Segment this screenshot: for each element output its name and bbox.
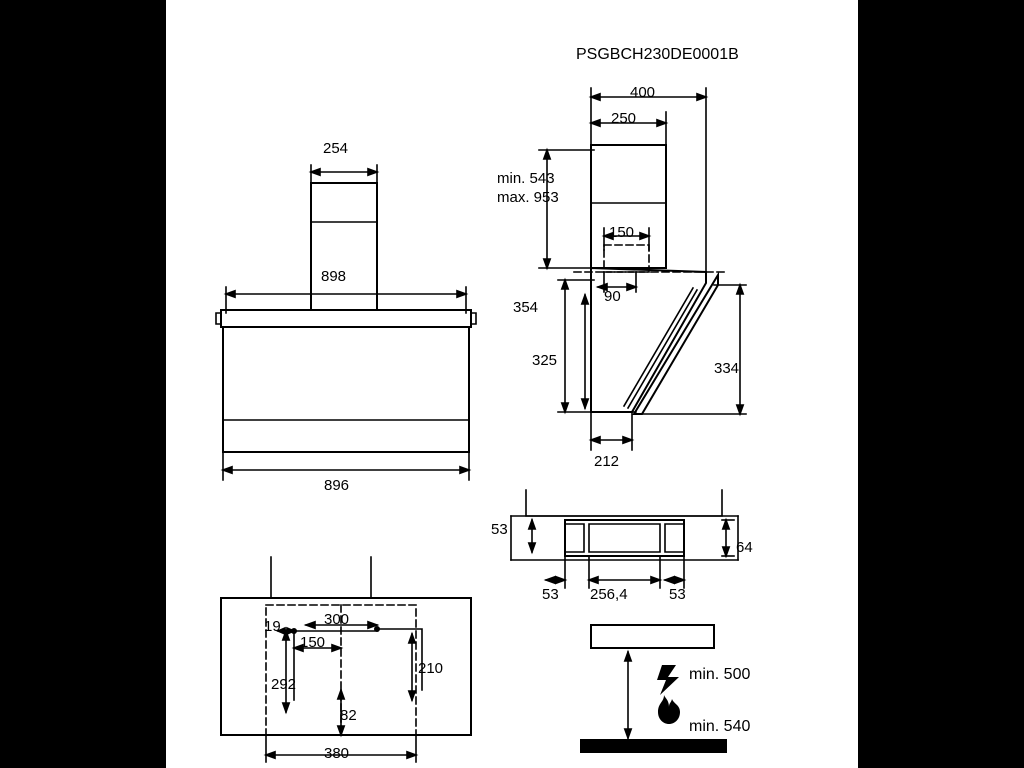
dim-top-bottom-right: 53 (669, 586, 686, 603)
dim-mount-380: 380 (324, 745, 350, 762)
dim-side-chimney-depth: 250 (611, 110, 637, 127)
dim-side-glass-height: 334 (714, 360, 740, 377)
dim-side-chimney-height-max: max. 953 (497, 189, 559, 206)
dim-top-bottom-center: 256,4 (590, 586, 628, 603)
drawing-title: PSGBCH230DE0001B (576, 46, 739, 63)
dim-side-front-height: 325 (532, 352, 558, 369)
dim-front-canopy-bottom-width: 896 (324, 477, 350, 494)
dim-side-body-height: 354 (513, 299, 539, 316)
clearance-gas-value: min. 540 (689, 718, 751, 735)
dim-mount-210: 210 (418, 660, 444, 677)
dim-side-chimney-height-min: min. 543 (497, 170, 555, 187)
dim-side-duct-inner: 90 (604, 288, 621, 305)
clearance-electric-value: min. 500 (689, 666, 751, 683)
dim-mount-292: 292 (271, 676, 297, 693)
drawing-sheet (166, 0, 858, 768)
dim-mount-150: 150 (300, 634, 326, 651)
dim-mount-19: 19 (264, 618, 281, 635)
dim-mount-300: 300 (324, 611, 350, 628)
dim-top-bottom-left: 53 (542, 586, 559, 603)
dim-side-depth-total: 400 (630, 84, 656, 101)
dim-mount-82: 82 (340, 707, 357, 724)
dim-front-canopy-top-width: 898 (321, 268, 347, 285)
dim-side-duct-width: 150 (609, 224, 635, 241)
technical-drawing-svg (166, 0, 858, 768)
dim-side-base-depth: 212 (594, 453, 620, 470)
dim-front-chimney-width: 254 (323, 140, 349, 157)
dim-top-left-offset: 53 (491, 521, 508, 538)
dim-top-right-height: 64 (736, 539, 753, 556)
